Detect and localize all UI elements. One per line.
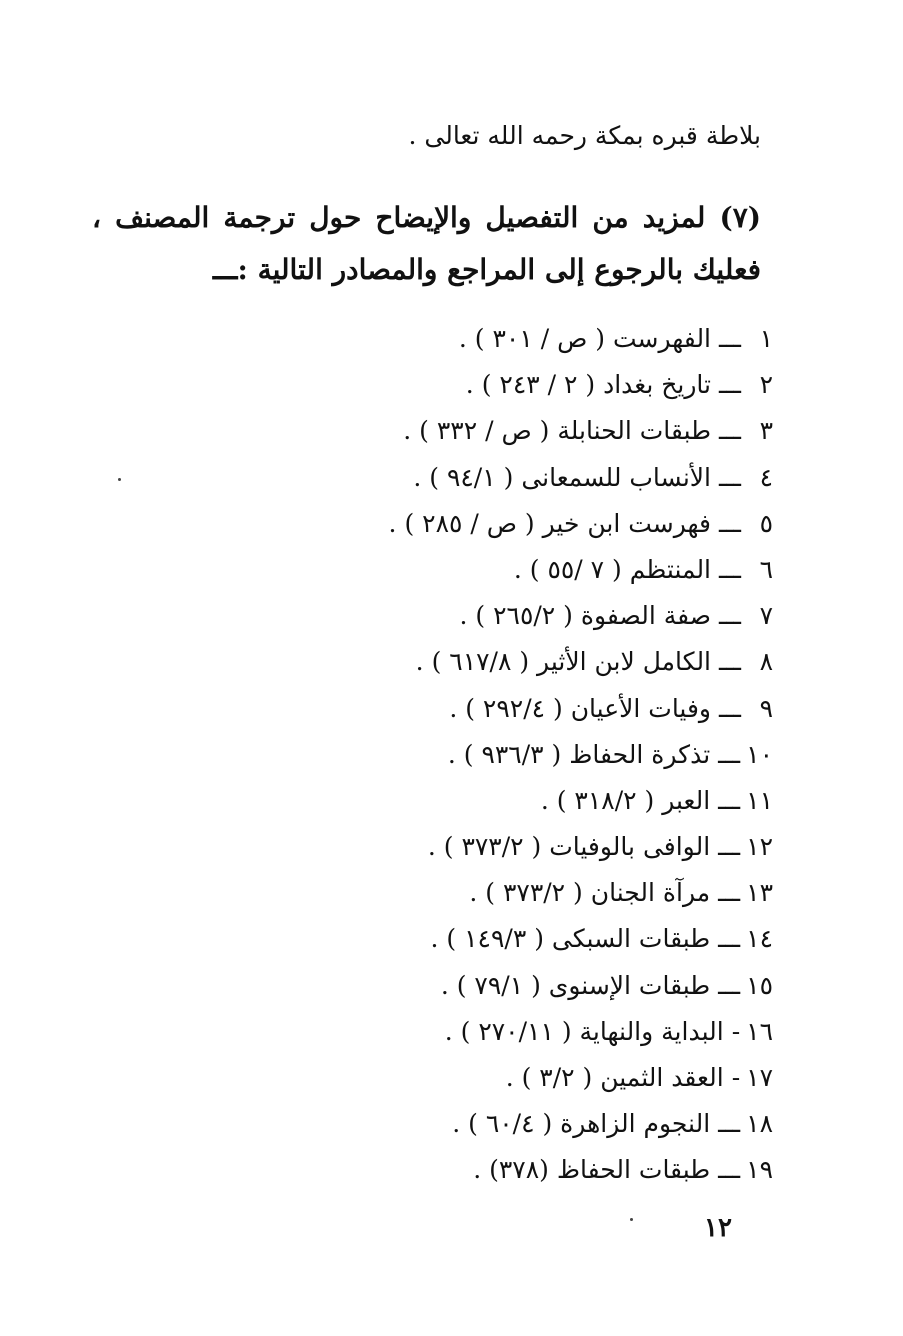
reference-number: ١٥ <box>746 970 773 1000</box>
reference-item <box>389 732 773 778</box>
reference-list <box>389 316 773 1194</box>
reference-number: ١ <box>759 324 773 353</box>
reference-item <box>389 316 773 362</box>
scan-speck <box>630 1218 633 1221</box>
reference-number: ١١ <box>746 785 773 815</box>
reference-number: ٥ <box>759 508 773 538</box>
reference-item <box>389 824 773 870</box>
scan-speck <box>118 478 121 481</box>
reference-item <box>389 870 773 916</box>
reference-number: ٣ <box>759 416 773 446</box>
reference-dash: ـــ <box>718 785 741 815</box>
reference-text: فهرست ابن خير ( ص / ٢٨٥ ) . <box>388 508 712 538</box>
reference-text: العبر ( ٣١٨/٢ ) . <box>540 785 711 815</box>
reference-text: وفيات الأعيان ( ٢٩٢/٤ ) . <box>449 693 712 723</box>
reference-number: ١٤ <box>746 924 773 954</box>
reference-item <box>389 1101 773 1147</box>
reference-dash: ـــ <box>718 1155 741 1185</box>
reference-dash: ـــ <box>718 878 741 908</box>
reference-dash: ـــ <box>718 970 741 1000</box>
reference-dash: ـــ <box>718 739 741 769</box>
reference-text: طبقات الإسنوى ( ٧٩/١ ) . <box>440 970 711 1000</box>
reference-item <box>389 408 773 454</box>
reference-text: الوافى بالوفيات ( ٣٧٣/٢ ) . <box>427 832 711 862</box>
reference-number: ١٨ <box>746 1109 773 1139</box>
reference-number: ١٦ <box>746 1016 773 1046</box>
reference-dash: ـــ <box>719 370 741 400</box>
reference-item <box>389 362 773 408</box>
reference-item <box>389 455 773 501</box>
reference-dash: ـــ <box>718 1109 741 1139</box>
reference-text: الأنساب للسمعانى ( ٩٤/١ ) . <box>413 462 712 492</box>
reference-number: ٢ <box>759 370 773 400</box>
reference-text: تذكرة الحفاظ ( ٩٣٦/٣ ) . <box>447 739 711 769</box>
reference-text: الفهرست ( ص / ٣٠١ ) . <box>458 324 712 353</box>
reference-item <box>389 593 773 639</box>
reference-item <box>389 1055 773 1101</box>
reference-dash: - <box>731 1016 741 1046</box>
intro-line: بلاطة قبره بمكة رحمه الله تعالى . <box>408 121 761 150</box>
reference-dash: ـــ <box>719 554 741 584</box>
reference-item <box>389 1147 773 1193</box>
reference-dash: ـــ <box>719 601 741 631</box>
reference-dash: ـــ <box>719 324 741 353</box>
reference-number: ١٣ <box>746 878 773 908</box>
reference-item <box>389 501 773 547</box>
reference-item <box>389 1009 773 1055</box>
reference-item <box>389 686 773 732</box>
reference-number: ١٠ <box>746 739 773 769</box>
reference-text: طبقات الحنابلة ( ص / ٣٣٢ ) . <box>403 416 712 446</box>
reference-item <box>389 547 773 593</box>
reference-text: طبقات السبكى ( ١٤٩/٣ ) . <box>430 924 711 954</box>
reference-number: ١٢ <box>746 832 773 862</box>
reference-item <box>389 963 773 1009</box>
reference-item <box>389 778 773 824</box>
reference-text: النجوم الزاهرة ( ٦٠/٤ ) . <box>452 1109 711 1139</box>
reference-text: صفة الصفوة ( ٢٦٥/٢ ) . <box>459 601 712 631</box>
reference-dash: - <box>731 1063 741 1092</box>
reference-dash: ـــ <box>718 832 741 862</box>
reference-text: طبقات الحفاظ (٣٧٨) . <box>473 1155 711 1185</box>
reference-dash: ـــ <box>719 693 741 723</box>
reference-number: ٦ <box>759 554 773 584</box>
reference-number: ٩ <box>759 693 773 723</box>
reference-number: ١٧ <box>746 1063 773 1092</box>
reference-number: ٧ <box>759 601 773 631</box>
reference-dash: ـــ <box>719 416 741 446</box>
reference-text: البداية والنهاية ( ٢٧٠/١١ ) . <box>444 1016 724 1046</box>
reference-number: ٨ <box>759 647 773 677</box>
reference-number: ٤ <box>759 462 773 492</box>
reference-dash: ـــ <box>718 924 741 954</box>
reference-text: مرآة الجنان ( ٣٧٣/٢ ) . <box>469 878 711 908</box>
reference-text: المنتظم ( ٧ /٥٥ ) . <box>513 554 712 584</box>
reference-text: الكامل لابن الأثير ( ٦١٧/٨ ) . <box>415 647 712 677</box>
reference-dash: ـــ <box>719 647 741 677</box>
reference-dash: ـــ <box>719 462 741 492</box>
footnote-heading: (٧) لمزيد من التفصيل والإيضاح حول ترجمة المصنف ، فعليك بالرجوع إلى المراجع والمصادر التالية :ـــ <box>92 201 761 286</box>
reference-text: العقد الثمين ( ٣/٢ ) . <box>505 1063 724 1092</box>
reference-number: ١٩ <box>746 1155 773 1185</box>
page-number: ١٢ <box>704 1213 732 1243</box>
reference-item <box>389 916 773 962</box>
reference-dash: ـــ <box>719 508 741 538</box>
reference-text: تاريخ بغداد ( ٢ / ٢٤٣ ) . <box>465 370 712 400</box>
reference-item <box>389 639 773 685</box>
